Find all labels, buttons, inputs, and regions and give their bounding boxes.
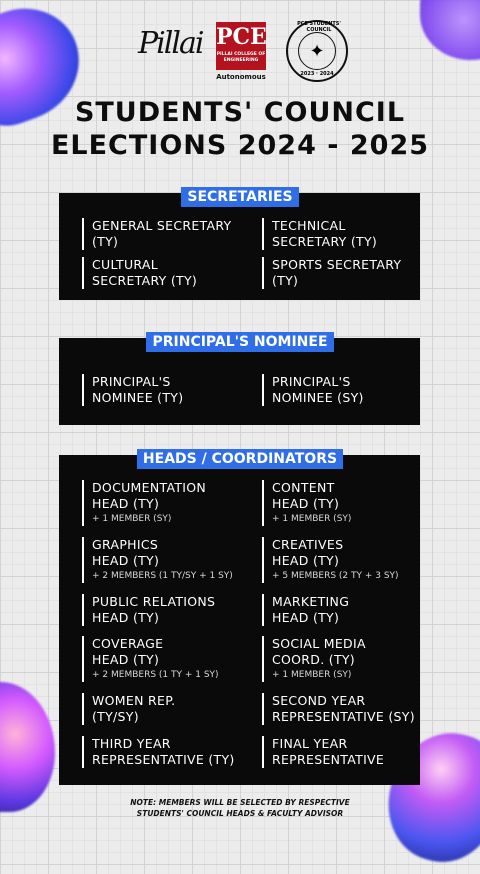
- college-name: PILLAI COLLEGE OF ENGINEERING: [216, 52, 266, 63]
- list-item: CONTENT HEAD (TY) + 1 MEMBER (SY): [262, 480, 392, 526]
- list-item: PRINCIPAL'S NOMINEE (TY): [82, 374, 202, 406]
- list-item: GENERAL SECRETARY (TY): [82, 218, 242, 250]
- list-item: CULTURAL SECRETARY (TY): [82, 257, 222, 289]
- list-item: FINAL YEAR REPRESENTATIVE: [262, 736, 392, 768]
- seal-top-text: PCE STUDENTS' COUNCIL: [297, 21, 341, 33]
- principal-nominee-heading: PRINCIPAL'S NOMINEE: [0, 331, 480, 352]
- list-item: DOCUMENTATION HEAD (TY) + 1 MEMBER (SY): [82, 480, 232, 526]
- college-mark: PCE: [216, 24, 267, 50]
- list-item: WOMEN REP. (TY/SY): [82, 693, 202, 725]
- secretaries-heading: SECRETARIES: [0, 186, 480, 207]
- list-item: GRAPHICS HEAD (TY) + 2 MEMBERS (1 TY/SY + 1 SY): [82, 537, 172, 583]
- college-status: Autonomous: [216, 73, 266, 81]
- list-item: SPORTS SECRETARY (TY): [262, 257, 402, 289]
- college-logo: [216, 22, 266, 81]
- heads-coordinators-heading: HEADS / COORDINATORS: [0, 448, 480, 469]
- list-item: THIRD YEAR REPRESENTATIVE (TY): [82, 736, 242, 768]
- list-item: MARKETING HEAD (TY): [262, 594, 362, 626]
- list-item: TECHNICAL SECRETARY (TY): [262, 218, 402, 250]
- seal-bottom-text: 2023 · 2024: [300, 71, 334, 77]
- note-line-1: NOTE: MEMBERS WILL BE SELECTED BY RESPECTIVE: [130, 798, 350, 807]
- decorative-blob: [0, 682, 55, 812]
- title-line-1: STUDENTS' COUNCIL: [74, 97, 406, 128]
- list-item: PUBLIC RELATIONS HEAD (TY): [82, 594, 242, 626]
- list-item: COVERAGE HEAD (TY) + 2 MEMBERS (1 TY + 1 SY): [82, 636, 172, 682]
- eagle-icon: ✦: [298, 32, 336, 70]
- list-item: SECOND YEAR REPRESENTATIVE (SY): [262, 693, 422, 725]
- page-title: [0, 96, 480, 162]
- list-item: PRINCIPAL'S NOMINEE (SY): [262, 374, 382, 406]
- list-item: CREATIVES HEAD (TY) + 5 MEMBERS (2 TY + 3 SY): [262, 537, 362, 583]
- footer-note: [0, 797, 480, 819]
- logo-bar: [0, 18, 480, 86]
- council-seal-logo: [286, 20, 348, 82]
- note-line-2: STUDENTS' COUNCIL HEADS & FACULTY ADVISOR: [136, 809, 344, 818]
- title-line-2: ELECTIONS 2024 - 2025: [50, 130, 430, 161]
- list-item: SOCIAL MEDIA COORD. (TY) + 1 MEMBER (SY): [262, 636, 382, 682]
- pillai-signature-logo: Pillai: [138, 26, 203, 61]
